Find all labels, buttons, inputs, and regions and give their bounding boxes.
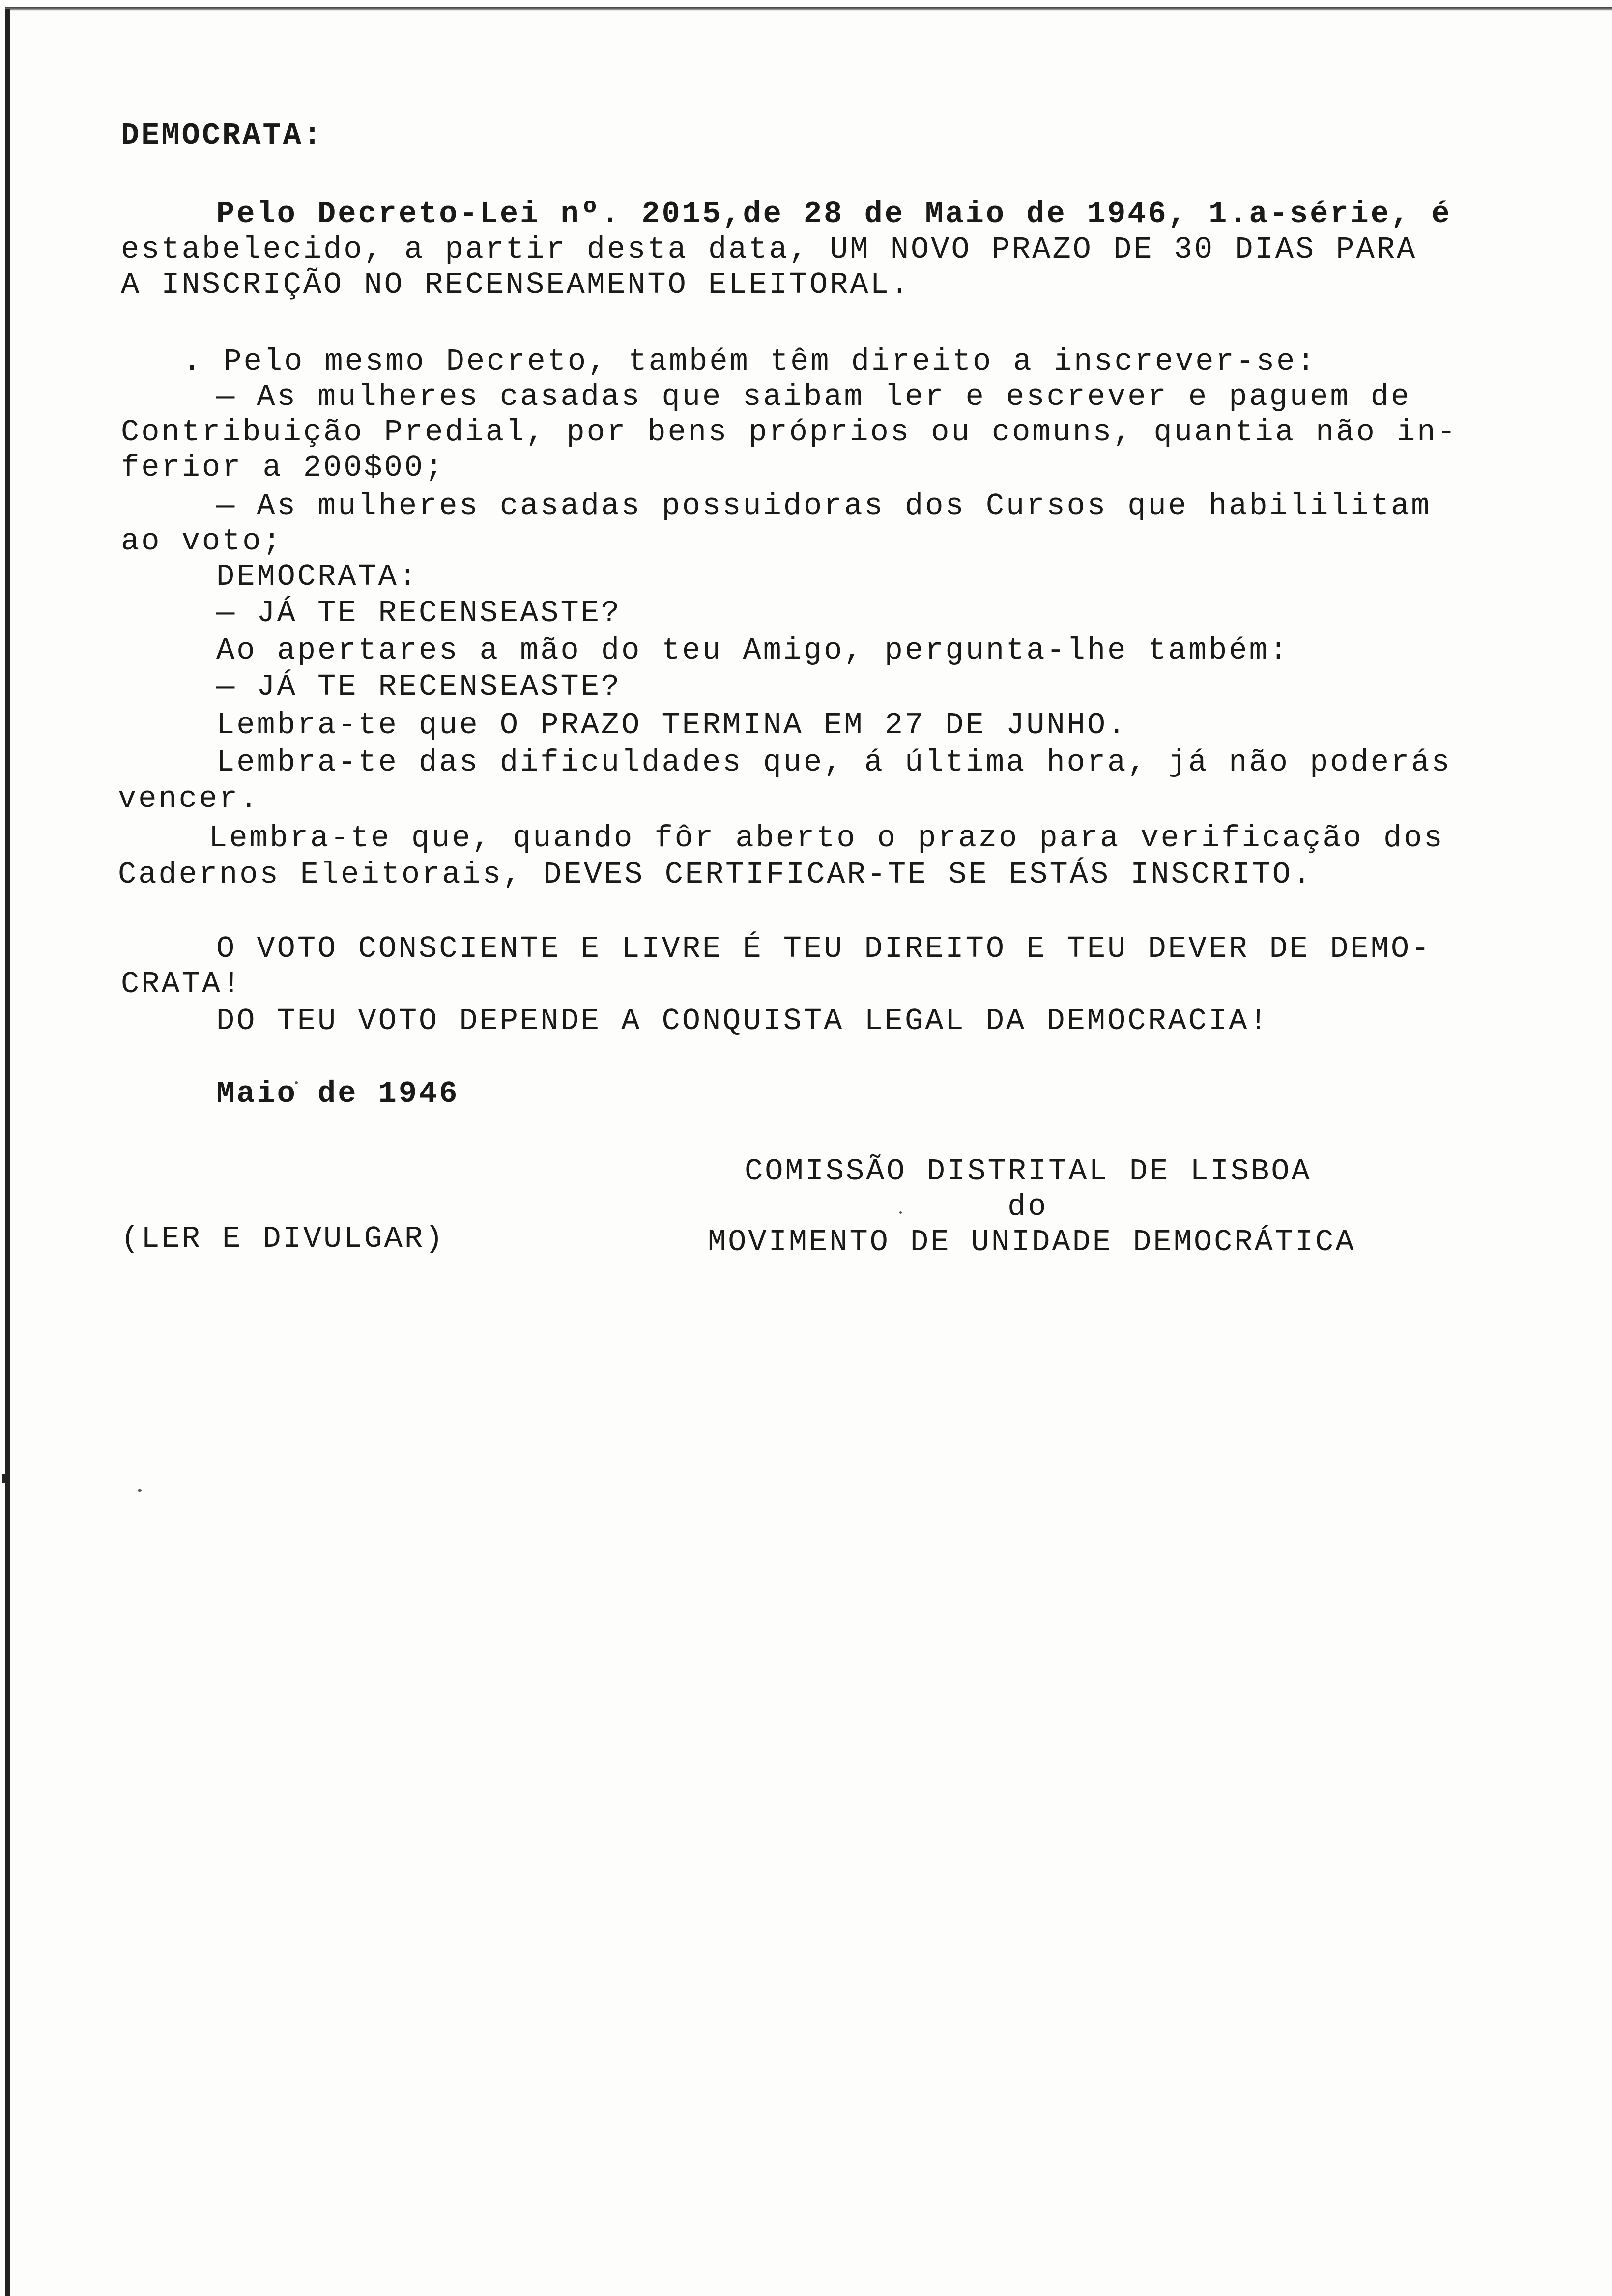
signature-organization: COMISSÃO DISTRITAL DE LISBOA (745, 1154, 1312, 1189)
para3-line1: O VOTO CONSCIENTE E LIVRE É TEU DIREITO E TEU DEVER DE DEMO- (216, 931, 1432, 966)
para2-line15: Cadernos Eleitorais, DEVES CERTIFICAR-TE SE ESTÁS INSCRITO. (118, 857, 1313, 892)
para2-line2: — As mulheres casadas que saibam ler e escrever e paguem de (216, 379, 1411, 414)
para2-line7: DEMOCRATA: (216, 559, 419, 594)
para2-line8: — JÁ TE RECENSEASTE? (216, 596, 622, 631)
para2-line10: — JÁ TE RECENSEASTE? (216, 669, 622, 704)
para2-line3: Contribuição Predial, por bens próprios ou comuns, quantia não in- (121, 415, 1458, 450)
page-top-edge (5, 7, 1612, 11)
para2-line9: Ao apertares a mão do teu Amigo, pergunta-lhe também: (216, 633, 1290, 668)
signature-connector: do (1008, 1189, 1048, 1224)
para2-line11: Lembra-te que O PRAZO TERMINA EM 27 DE JUNHO. (216, 708, 1128, 743)
para1-line3: A INSCRIÇÃO NO RECENSEAMENTO ELEITORAL. (121, 267, 911, 302)
para2-line12: Lembra-te das dificuldades que, á última hora, já não poderás (216, 745, 1452, 780)
para3-line2: CRATA! (121, 967, 243, 1002)
para2-line6: ao voto; (121, 524, 283, 559)
document-date: Maio de 1946 (216, 1076, 460, 1111)
para2-line14: Lembra-te que, quando fôr aberto o prazo para verificação dos (209, 821, 1444, 856)
para3-line3: DO TEU VOTO DEPENDE A CONQUISTA LEGAL DA DEMOCRACIA! (216, 1004, 1269, 1038)
scan-speck (899, 1211, 902, 1214)
document-title: DEMOCRATA: (121, 118, 324, 153)
para1-line1: Pelo Decreto-Lei nº. 2015,de 28 de Maio de 1946, 1.a-série, é (216, 197, 1452, 231)
para1-line2: estabelecido, a partir desta data, UM NOVO PRAZO DE 30 DIAS PARA (121, 232, 1417, 267)
para2-line4: ferior a 200$00; (121, 450, 445, 485)
distribution-note: (LER E DIVULGAR) (121, 1221, 445, 1256)
para2-line1: . Pelo mesmo Decreto, também têm direito a inscrever-se: (183, 344, 1317, 379)
scan-speck (138, 1489, 142, 1492)
page-left-edge (5, 9, 10, 2296)
signature-movement: MOVIMENTO DE UNIDADE DEMOCRÁTICA (708, 1225, 1356, 1260)
para2-line5: — As mulheres casadas possuidoras dos Cursos que habililitam (216, 488, 1432, 523)
para2-line13: vencer. (118, 781, 260, 816)
page-edge-mark (2, 1474, 6, 1483)
